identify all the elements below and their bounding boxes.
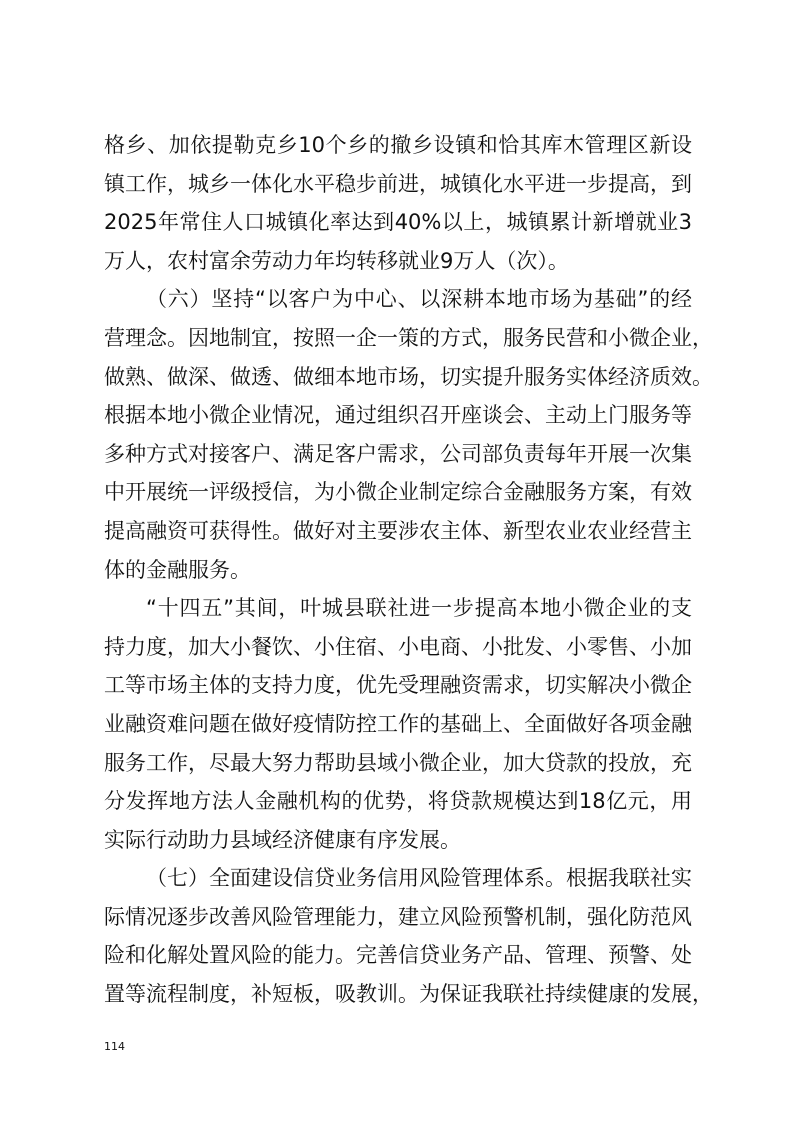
paragraph-2 <box>104 280 713 589</box>
text-line: 置等流程制度，补短板，吸教训。为保证我联社持续健康的发展， <box>104 982 713 1007</box>
page-number: 114 <box>104 1040 125 1053</box>
text-line: 根据本地小微企业情况，通过组织召开座谈会、主动上门服务等 <box>104 403 692 428</box>
text-line: 分发挥地方法人金融机构的优势，将贷款规模达到18亿元，用 <box>104 789 692 814</box>
text-line: 提高融资可获得性。做好对主要涉农主体、新型农业农业经营主 <box>104 518 692 543</box>
text-line: 服务工作，尽最大努力帮助县域小微企业，加大贷款的投放，充 <box>104 750 692 775</box>
text-line: 体的金融服务。 <box>104 557 251 582</box>
text-line: “十四五”其间，叶城县联社进一步提高本地小微企业的支 <box>146 596 692 621</box>
text-line: 实际行动助力县域经济健康有序发展。 <box>104 827 461 852</box>
text-line: 营理念。因地制宜，按照一企一策的方式，服务民营和小微企业， <box>104 325 713 350</box>
paragraph-4 <box>104 859 713 1013</box>
text-line: 做熟、做深、做透、做细本地市场，切实提升服务实体经济质效。 <box>104 364 713 389</box>
text-line: 镇工作，城乡一体化水平稳步前进，城镇化水平进一步提高，到 <box>104 171 692 196</box>
text-line: 万人，农村富余劳动力年均转移就业9万人（次）。 <box>104 248 569 273</box>
document-body <box>104 126 713 1014</box>
text-line: 业融资难问题在做好疫情防控工作的基础上、全面做好各项金融 <box>104 711 692 736</box>
text-line: 险和化解处置风险的能力。完善信贷业务产品、管理、预警、处 <box>104 943 692 968</box>
paragraph-1 <box>104 126 692 280</box>
text-line: 际情况逐步改善风险管理能力，建立风险预警机制，强化防范风 <box>104 904 692 929</box>
text-line: 2025年常住人口城镇化率达到40%以上，城镇累计新增就业3 <box>104 210 692 235</box>
text-line: 工等市场主体的支持力度，优先受理融资需求，切实解决小微企 <box>104 673 692 698</box>
text-line: 多种方式对接客户、满足客户需求，公司部负责每年开展一次集 <box>104 441 692 466</box>
text-line: 格乡、加依提勒克乡10个乡的撤乡设镇和恰其库木管理区新设 <box>104 133 692 157</box>
text-line: （六）坚持“以客户为中心、以深耕本地市场为基础”的经 <box>146 287 692 312</box>
text-line: 中开展统一评级授信，为小微企业制定综合金融服务方案，有效 <box>104 480 692 505</box>
paragraph-3 <box>104 589 692 859</box>
text-line: 持力度，加大小餐饮、小住宿、小电商、小批发、小零售、小加 <box>104 634 692 659</box>
text-line: （七）全面建设信贷业务信用风险管理体系。根据我联社实 <box>146 866 692 891</box>
